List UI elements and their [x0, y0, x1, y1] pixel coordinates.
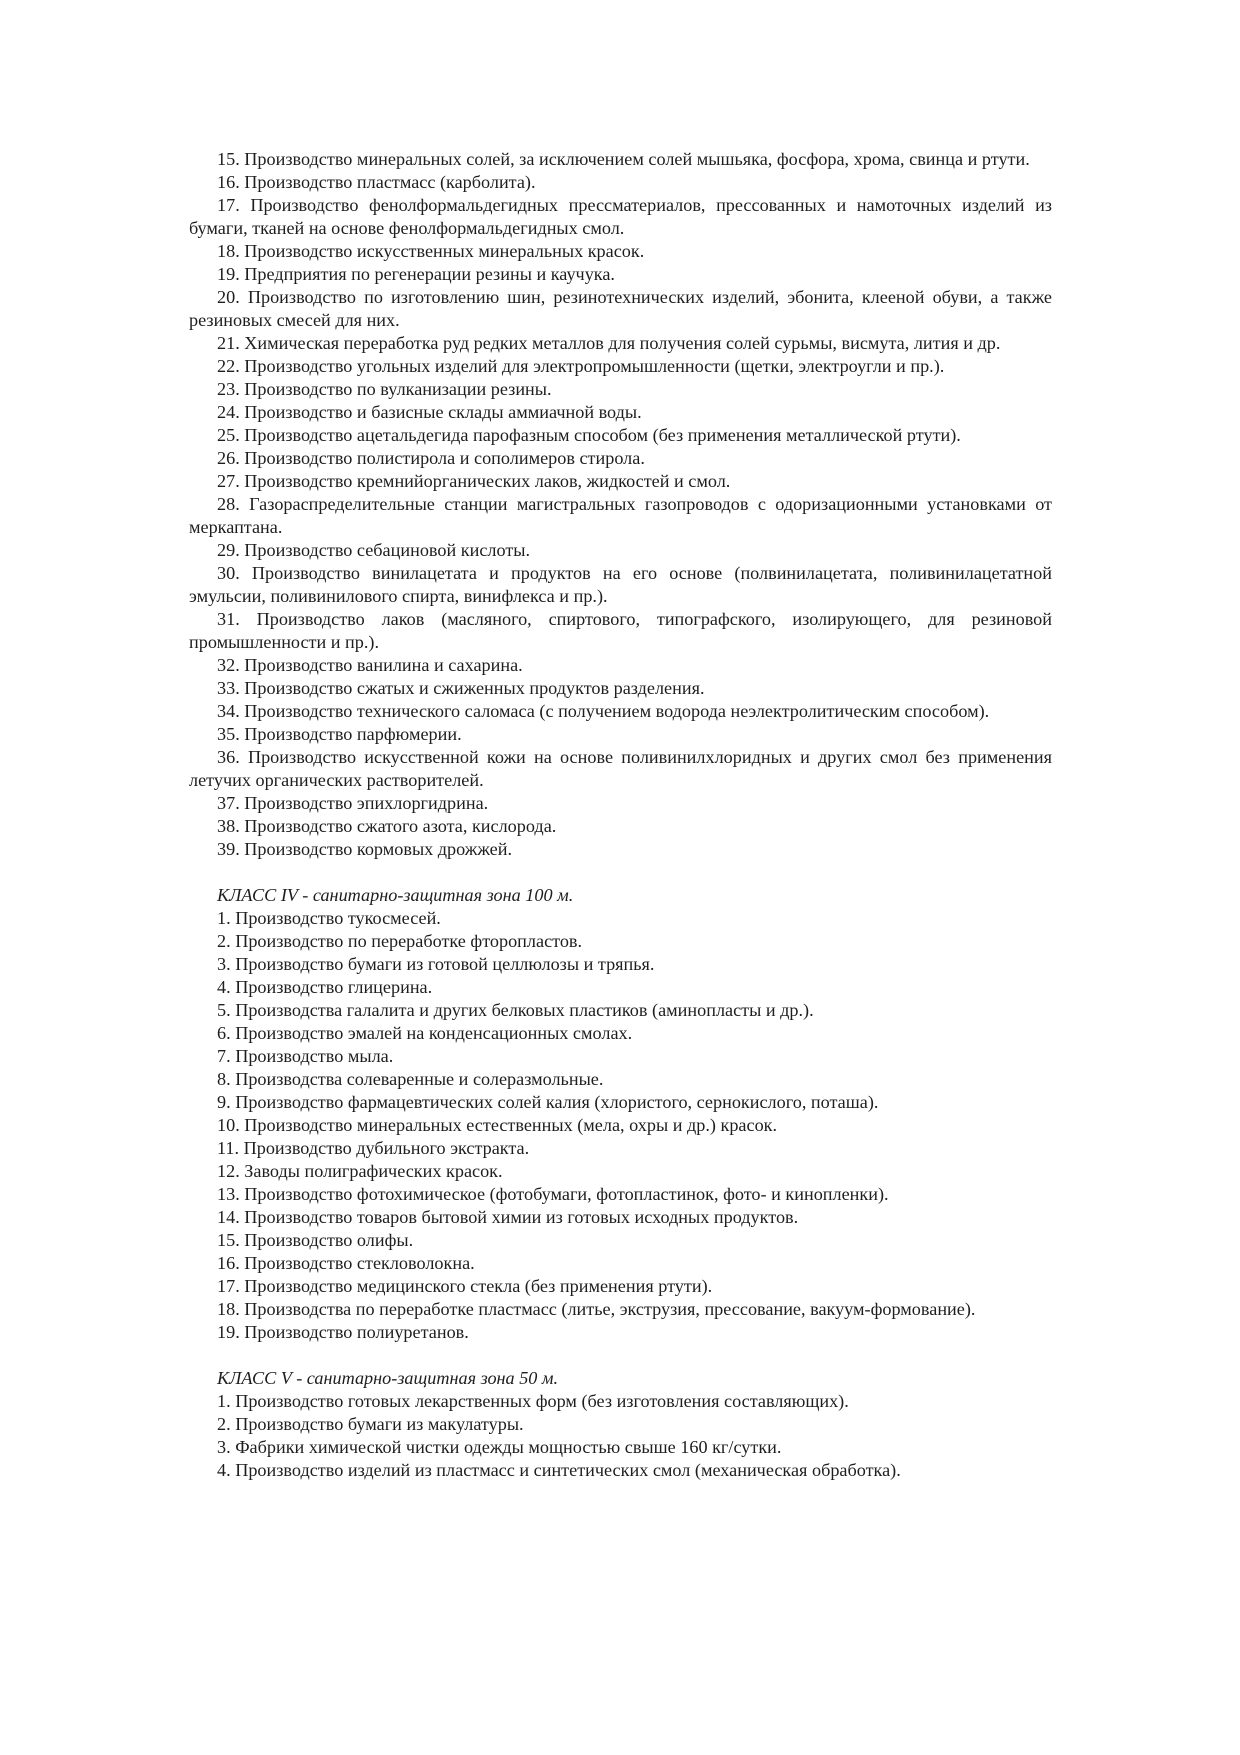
list-item: 13. Производство фотохимическое (фотобумаги, фотопластинок, фото- и кинопленки). — [217, 1184, 889, 1204]
class-4-heading: КЛАСС IV - санитарно-защитная зона 100 м. — [217, 885, 574, 905]
list-item: 37. Производство эпихлоргидрина. — [217, 793, 489, 813]
list-item: 12. Заводы полиграфических красок. — [217, 1161, 503, 1181]
list-item: 32. Производство ванилина и сахарина. — [217, 655, 523, 675]
list-item: 16. Производство пластмасс (карболита). — [217, 172, 536, 192]
list-item: 8. Производства солеваренные и солеразмольные. — [217, 1069, 604, 1089]
list-item: 10. Производство минеральных естественных (мела, охры и др.) красок. — [217, 1115, 778, 1135]
list-item: 25. Производство ацетальдегида парофазным способом (без применения металлической ртути). — [217, 425, 961, 445]
list-item: 21. Химическая переработка руд редких металлов для получения солей сурьмы, висмута, лития и др. — [217, 333, 1001, 353]
list-item: 16. Производство стекловолокна. — [217, 1253, 475, 1273]
list-item: 11. Производство дубильного экстракта. — [217, 1138, 530, 1158]
list-item: 1. Производство тукосмесей. — [217, 908, 441, 928]
section-spacer — [189, 861, 1052, 884]
list-item: 34. Производство технического саломаса (с получением водорода неэлектролитическим способом). — [217, 701, 990, 721]
list-item: 28. Газораспределительные станции магистральных газопроводов с одоризационными установками от меркаптана. — [189, 494, 1052, 537]
list-item: 3. Производство бумаги из готовой целлюлозы и тряпья. — [217, 954, 655, 974]
list-item: 2. Производство бумаги из макулатуры. — [217, 1414, 524, 1434]
list-item: 17. Производство фенолформальдегидных прессматериалов, прессованных и намоточных изделий из бумаги, тканей на основе фенолформальдегидных смол. — [189, 195, 1052, 238]
document-page — [189, 148, 1052, 1482]
list-item: 36. Производство искусственной кожи на основе поливинилхлоридных и других смол без применения летучих органических растворителей. — [189, 747, 1052, 790]
list-item: 15. Производство минеральных солей, за исключением солей мышьяка, фосфора, хрома, свинца и ртути. — [217, 149, 1030, 169]
list-item: 22. Производство угольных изделий для электропромышленности (щетки, электроугли и пр.). — [217, 356, 945, 376]
list-item: 30. Производство винилацетата и продуктов на его основе (полвинилацетата, поливинилацетатной эмульсии, поливинилового спирта, винифлекса и пр.). — [189, 563, 1052, 606]
class-3-list — [189, 148, 1052, 861]
list-item: 19. Производство полиуретанов. — [217, 1322, 469, 1342]
list-item: 38. Производство сжатого азота, кислорода. — [217, 816, 557, 836]
list-item: 3. Фабрики химической чистки одежды мощностью свыше 160 кг/сутки. — [217, 1437, 782, 1457]
section-spacer — [189, 1344, 1052, 1367]
list-item: 2. Производство по переработке фторопластов. — [217, 931, 583, 951]
list-item: 27. Производство кремнийорганических лаков, жидкостей и смол. — [217, 471, 731, 491]
list-item: 6. Производство эмалей на конденсационных смолах. — [217, 1023, 633, 1043]
list-item: 15. Производство олифы. — [217, 1230, 414, 1250]
list-item: 26. Производство полистирола и сополимеров стирола. — [217, 448, 645, 468]
list-item: 23. Производство по вулканизации резины. — [217, 379, 552, 399]
list-item: 18. Производства по переработке пластмасс (литье, экструзия, прессование, вакуум-формование). — [217, 1299, 976, 1319]
list-item: 39. Производство кормовых дрожжей. — [217, 839, 513, 859]
list-item: 4. Производство изделий из пластмасс и синтетических смол (механическая обработка). — [217, 1460, 901, 1480]
list-item: 4. Производство глицерина. — [217, 977, 433, 997]
list-item: 7. Производство мыла. — [217, 1046, 394, 1066]
class-5-heading: КЛАСС V - санитарно-защитная зона 50 м. — [217, 1368, 559, 1388]
list-item: 31. Производство лаков (масляного, спиртового, типографского, изолирующего, для резиновой промышленности и пр.). — [189, 609, 1052, 652]
class-4-list — [189, 907, 1052, 1344]
list-item: 17. Производство медицинского стекла (без применения ртути). — [217, 1276, 713, 1296]
list-item: 29. Производство себациновой кислоты. — [217, 540, 531, 560]
list-item: 33. Производство сжатых и сжиженных продуктов разделения. — [217, 678, 705, 698]
list-item: 1. Производство готовых лекарственных форм (без изготовления составляющих). — [217, 1391, 849, 1411]
list-item: 14. Производство товаров бытовой химии из готовых исходных продуктов. — [217, 1207, 799, 1227]
list-item: 35. Производство парфюмерии. — [217, 724, 462, 744]
list-item: 19. Предприятия по регенерации резины и каучука. — [217, 264, 615, 284]
list-item: 20. Производство по изготовлению шин, резинотехнических изделий, эбонита, клееной обуви, а также резиновых смесей для них. — [189, 287, 1052, 330]
list-item: 18. Производство искусственных минеральных красок. — [217, 241, 645, 261]
list-item: 9. Производство фармацевтических солей калия (хлористого, сернокислого, поташа). — [217, 1092, 879, 1112]
class-5-list — [189, 1390, 1052, 1482]
list-item: 24. Производство и базисные склады аммиачной воды. — [217, 402, 642, 422]
list-item: 5. Производства галалита и других белковых пластиков (аминопласты и др.). — [217, 1000, 814, 1020]
